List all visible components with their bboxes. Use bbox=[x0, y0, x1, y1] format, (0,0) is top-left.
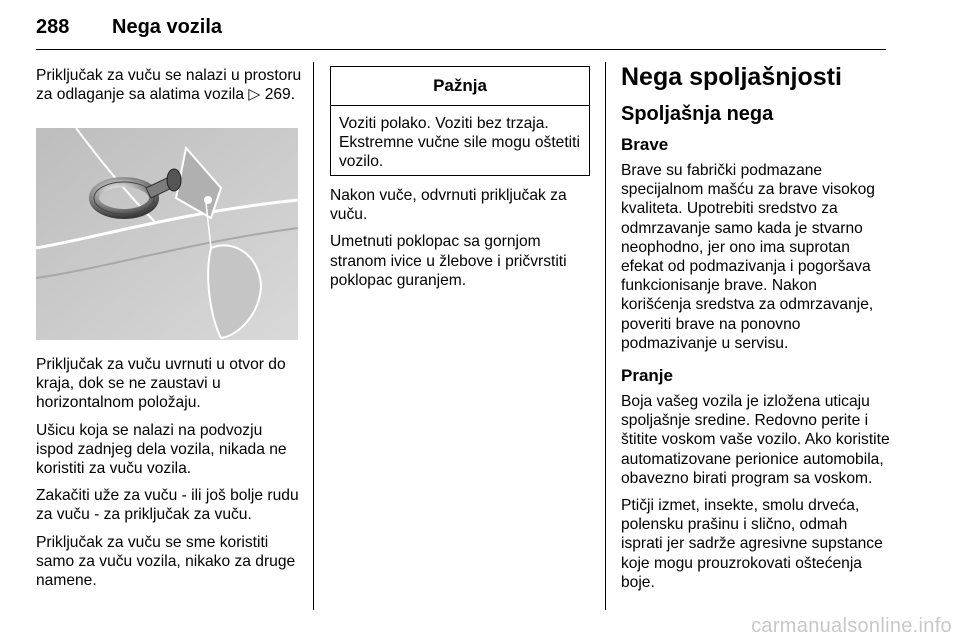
chapter-heading: Nega spoljašnjosti bbox=[621, 63, 842, 91]
tow-eye-illustration bbox=[36, 128, 298, 340]
paragraph: Ušicu koja se nalazi na podvozju ispod zadnjeg dela vozila, nikada ne koristiti za vuču vozila. bbox=[36, 421, 287, 478]
section-heading: Spoljašnja nega bbox=[621, 103, 774, 125]
page-header bbox=[36, 16, 886, 50]
paragraph: Zakačiti uže za vuču - ili još bolje rudu za vuču - za priključak za vuču. bbox=[36, 487, 299, 524]
footer-watermark: carmanualsonline.info bbox=[751, 615, 952, 637]
pranje-paragraph: Ptičji izmet, insekte, smolu drveća, polensku prašinu i slično, odmah isprati jer sadrže agresivne supstance koje mogu prouzrokovati oštećenja boje. bbox=[621, 497, 883, 591]
notice-title: Pažnja bbox=[331, 67, 589, 106]
intro-paragraph: Priključak za vuču se nalazi u prostoru za odlaganje sa alatima vozila ▷ 269. bbox=[36, 67, 302, 104]
subheading-brave: Brave bbox=[621, 135, 669, 154]
paragraph: Priključak za vuču uvrnuti u otvor do kraja, dok se ne zaustavi u horizontalnom položaju. bbox=[36, 356, 286, 412]
column-divider-right bbox=[605, 62, 606, 610]
column-2-body bbox=[330, 186, 586, 298]
page-number: 288 bbox=[36, 16, 70, 38]
brave-paragraph: Brave su fabrički podmazane specijalnom mašću za brave visokog kvaliteta. Upotrebiti sredstvo za odmrzavanje samo kada je stvarno neophodno, jer ono ima suprotan efekat od podmazivanja i pogoršava funkcionisanje brave. Nakon korišćenja sredstva za odmrzavanje, poveriti brave na ponovno podmazivanje u servisu. bbox=[621, 162, 875, 352]
header-rule bbox=[36, 49, 886, 50]
tow-eye-drawing bbox=[36, 128, 298, 340]
column-3 bbox=[621, 62, 891, 600]
subheading-pranje: Pranje bbox=[621, 366, 673, 386]
column-1-intro bbox=[36, 66, 302, 112]
paragraph: Nakon vuče, odvrnuti priključak za vuču. bbox=[330, 187, 567, 224]
notice-box bbox=[330, 66, 590, 176]
pranje-paragraph: Boja vašeg vozila je izložena uticaju spoljašnje sredine. Redovno perite i štitite voskom vaše vozilo. Ako koristite automatizovane perionice automobila, obavezno birati program sa voskom. bbox=[621, 393, 890, 487]
column-1-body bbox=[36, 355, 302, 598]
notice-body: Voziti polako. Voziti bez trzaja. Ekstremne vučne sile mogu oštetiti vozilo. bbox=[339, 115, 580, 171]
paragraph: Umetnuti poklopac sa gornjom stranom ivice u žlebove i pričvrstiti poklopac guranjem. bbox=[330, 233, 567, 289]
paragraph: Priključak za vuču se sme koristiti samo za vuču vozila, nikako za druge namene. bbox=[36, 533, 296, 590]
section-title: Nega vozila bbox=[112, 16, 223, 38]
column-divider-left bbox=[313, 62, 314, 610]
